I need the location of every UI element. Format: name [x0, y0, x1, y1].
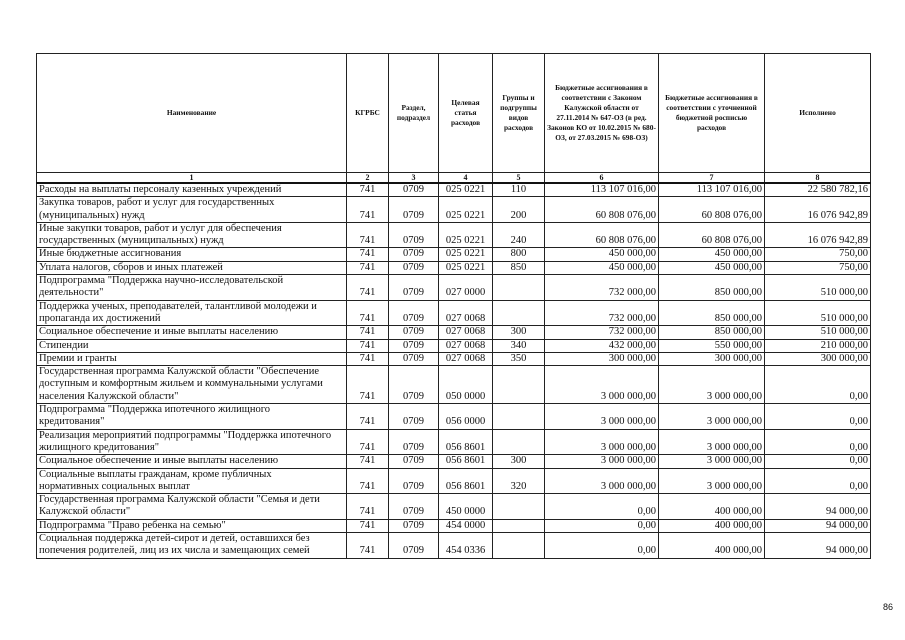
row-executed: 750,00	[765, 248, 871, 261]
table-row	[37, 183, 871, 197]
row-section: 0709	[389, 300, 439, 326]
column-number: 1	[37, 173, 347, 184]
row-executed: 94 000,00	[765, 519, 871, 532]
row-executed: 94 000,00	[765, 494, 871, 520]
row-article: 050 0000	[439, 366, 493, 404]
row-name: Социальное обеспечение и иные выплаты населению	[37, 455, 347, 468]
row-roster-allocation: 3 000 000,00	[659, 468, 765, 494]
row-executed: 510 000,00	[765, 326, 871, 339]
row-kgrbs: 741	[347, 300, 389, 326]
row-law-allocation: 450 000,00	[545, 248, 659, 261]
row-roster-allocation: 850 000,00	[659, 275, 765, 301]
column-number: 2	[347, 173, 389, 184]
row-article: 056 8601	[439, 455, 493, 468]
row-kgrbs: 741	[347, 339, 389, 352]
row-article: 025 0221	[439, 261, 493, 274]
row-kgrbs: 741	[347, 197, 389, 223]
row-roster-allocation: 400 000,00	[659, 494, 765, 520]
row-article: 025 0221	[439, 197, 493, 223]
row-roster-allocation: 850 000,00	[659, 300, 765, 326]
row-section: 0709	[389, 494, 439, 520]
column-number: 6	[545, 173, 659, 184]
row-executed: 510 000,00	[765, 300, 871, 326]
table-row	[37, 275, 871, 301]
row-section: 0709	[389, 197, 439, 223]
row-name: Государственная программа Калужской области "Семья и дети Калужской области"	[37, 494, 347, 520]
row-article: 027 0068	[439, 300, 493, 326]
row-article: 056 8601	[439, 468, 493, 494]
column-number: 8	[765, 173, 871, 184]
table-row	[37, 326, 871, 339]
row-roster-allocation: 3 000 000,00	[659, 404, 765, 430]
row-section: 0709	[389, 533, 439, 559]
row-executed: 300 000,00	[765, 352, 871, 365]
row-section: 0709	[389, 339, 439, 352]
row-name: Уплата налогов, сборов и иных платежей	[37, 261, 347, 274]
row-kgrbs: 741	[347, 366, 389, 404]
row-roster-allocation: 450 000,00	[659, 248, 765, 261]
row-article: 027 0068	[439, 352, 493, 365]
table-row	[37, 429, 871, 455]
table-row	[37, 248, 871, 261]
row-article: 454 0336	[439, 533, 493, 559]
row-section: 0709	[389, 519, 439, 532]
row-section: 0709	[389, 275, 439, 301]
row-executed: 0,00	[765, 468, 871, 494]
column-number-row	[37, 173, 871, 184]
row-kgrbs: 741	[347, 533, 389, 559]
row-law-allocation: 60 808 076,00	[545, 222, 659, 248]
row-expense-group: 240	[493, 222, 545, 248]
row-name: Подпрограмма "Поддержка научно-исследовательской деятельности"	[37, 275, 347, 301]
page-number: 86	[882, 602, 893, 612]
table-row	[37, 366, 871, 404]
table-row	[37, 468, 871, 494]
row-expense-group: 200	[493, 197, 545, 223]
row-roster-allocation: 400 000,00	[659, 519, 765, 532]
row-article: 454 0000	[439, 519, 493, 532]
row-expense-group: 350	[493, 352, 545, 365]
row-name: Социальные выплаты гражданам, кроме публичных нормативных социальных выплат	[37, 468, 347, 494]
table-row	[37, 261, 871, 274]
row-law-allocation: 3 000 000,00	[545, 429, 659, 455]
row-expense-group	[493, 519, 545, 532]
row-name: Государственная программа Калужской области "Обеспечение доступным и комфортным жильем и коммунальными услугами населения Калужской области"	[37, 366, 347, 404]
row-expense-group	[493, 404, 545, 430]
row-name: Реализация мероприятий подпрограммы "Поддержка ипотечного жилищного кредитования"	[37, 429, 347, 455]
row-law-allocation: 3 000 000,00	[545, 404, 659, 430]
row-kgrbs: 741	[347, 261, 389, 274]
row-name: Подпрограмма "Право ребенка на семью"	[37, 519, 347, 532]
row-kgrbs: 741	[347, 455, 389, 468]
row-law-allocation: 113 107 016,00	[545, 183, 659, 197]
header-executed: Исполнено	[765, 54, 871, 173]
row-name: Иные бюджетные ассигнования	[37, 248, 347, 261]
row-expense-group: 300	[493, 455, 545, 468]
row-law-allocation: 0,00	[545, 533, 659, 559]
row-expense-group: 340	[493, 339, 545, 352]
row-executed: 210 000,00	[765, 339, 871, 352]
table-row	[37, 533, 871, 559]
row-section: 0709	[389, 261, 439, 274]
row-article: 056 8601	[439, 429, 493, 455]
column-number: 3	[389, 173, 439, 184]
row-law-allocation: 450 000,00	[545, 261, 659, 274]
row-law-allocation: 432 000,00	[545, 339, 659, 352]
table-row	[37, 352, 871, 365]
row-law-allocation: 3 000 000,00	[545, 366, 659, 404]
row-executed: 510 000,00	[765, 275, 871, 301]
header-roster-allocations: Бюджетные ассигнования в соответствии с уточненной бюджетной росписью расходов	[659, 54, 765, 173]
row-law-allocation: 0,00	[545, 494, 659, 520]
row-roster-allocation: 3 000 000,00	[659, 455, 765, 468]
header-article: Целевая статья расходов	[439, 54, 493, 173]
row-section: 0709	[389, 352, 439, 365]
row-kgrbs: 741	[347, 183, 389, 197]
header-kgrbs: КГРБС	[347, 54, 389, 173]
table-row	[37, 300, 871, 326]
row-name: Стипендии	[37, 339, 347, 352]
row-executed: 0,00	[765, 429, 871, 455]
row-section: 0709	[389, 455, 439, 468]
row-law-allocation: 732 000,00	[545, 275, 659, 301]
row-section: 0709	[389, 183, 439, 197]
row-article: 025 0221	[439, 248, 493, 261]
row-executed: 0,00	[765, 455, 871, 468]
row-kgrbs: 741	[347, 519, 389, 532]
row-law-allocation: 0,00	[545, 519, 659, 532]
row-roster-allocation: 300 000,00	[659, 352, 765, 365]
row-kgrbs: 741	[347, 429, 389, 455]
row-article: 025 0221	[439, 183, 493, 197]
row-roster-allocation: 60 808 076,00	[659, 222, 765, 248]
header-law-allocations: Бюджетные ассигнования в соответствии с Законом Калужской области от 27.11.2014 № 647-ОЗ (в ред. Законов КО от 10.02.2015 № 680-ОЗ, от 27.03.2015 № 698-ОЗ)	[545, 54, 659, 173]
row-kgrbs: 741	[347, 222, 389, 248]
row-executed: 22 580 782,16	[765, 183, 871, 197]
row-name: Премии и гранты	[37, 352, 347, 365]
header-row	[37, 54, 871, 173]
row-name: Иные закупки товаров, работ и услуг для обеспечения государственных (муниципальных) нужд	[37, 222, 347, 248]
row-name: Социальное обеспечение и иные выплаты населению	[37, 326, 347, 339]
header-name: Наименование	[37, 54, 347, 173]
row-section: 0709	[389, 222, 439, 248]
header-section: Раздел, подраздел	[389, 54, 439, 173]
row-executed: 750,00	[765, 261, 871, 274]
row-name: Поддержка ученых, преподавателей, талантливой молодежи и пропаганда их достижений	[37, 300, 347, 326]
table-row	[37, 404, 871, 430]
row-law-allocation: 3 000 000,00	[545, 468, 659, 494]
budget-report-page	[36, 53, 870, 559]
row-article: 025 0221	[439, 222, 493, 248]
row-roster-allocation: 450 000,00	[659, 261, 765, 274]
row-name: Расходы на выплаты персоналу казенных учреждений	[37, 183, 347, 197]
row-executed: 94 000,00	[765, 533, 871, 559]
row-roster-allocation: 550 000,00	[659, 339, 765, 352]
row-law-allocation: 3 000 000,00	[545, 455, 659, 468]
row-roster-allocation: 850 000,00	[659, 326, 765, 339]
header-expense-group: Группы и подгруппы видов расходов	[493, 54, 545, 173]
row-kgrbs: 741	[347, 352, 389, 365]
row-article: 056 0000	[439, 404, 493, 430]
row-section: 0709	[389, 404, 439, 430]
column-number: 4	[439, 173, 493, 184]
row-kgrbs: 741	[347, 494, 389, 520]
column-number: 7	[659, 173, 765, 184]
row-executed: 16 076 942,89	[765, 197, 871, 223]
table-row	[37, 222, 871, 248]
row-roster-allocation: 3 000 000,00	[659, 429, 765, 455]
row-article: 027 0068	[439, 326, 493, 339]
row-law-allocation: 60 808 076,00	[545, 197, 659, 223]
row-expense-group	[493, 275, 545, 301]
row-law-allocation: 300 000,00	[545, 352, 659, 365]
row-roster-allocation: 60 808 076,00	[659, 197, 765, 223]
row-roster-allocation: 400 000,00	[659, 533, 765, 559]
row-expense-group: 800	[493, 248, 545, 261]
row-roster-allocation: 113 107 016,00	[659, 183, 765, 197]
budget-table	[36, 53, 871, 559]
row-expense-group	[493, 300, 545, 326]
row-expense-group	[493, 366, 545, 404]
table-row	[37, 455, 871, 468]
row-expense-group: 300	[493, 326, 545, 339]
row-expense-group	[493, 533, 545, 559]
row-expense-group	[493, 429, 545, 455]
row-law-allocation: 732 000,00	[545, 300, 659, 326]
row-kgrbs: 741	[347, 275, 389, 301]
table-row	[37, 519, 871, 532]
row-kgrbs: 741	[347, 248, 389, 261]
row-expense-group: 110	[493, 183, 545, 197]
column-number: 5	[493, 173, 545, 184]
row-article: 027 0068	[439, 339, 493, 352]
row-expense-group	[493, 494, 545, 520]
row-executed: 0,00	[765, 404, 871, 430]
row-roster-allocation: 3 000 000,00	[659, 366, 765, 404]
row-executed: 0,00	[765, 366, 871, 404]
row-kgrbs: 741	[347, 404, 389, 430]
table-row	[37, 339, 871, 352]
table-row	[37, 197, 871, 223]
row-name: Социальная поддержка детей-сирот и детей, оставшихся без попечения родителей, лиц из их числа и замещающих семей	[37, 533, 347, 559]
row-expense-group: 850	[493, 261, 545, 274]
row-section: 0709	[389, 326, 439, 339]
row-section: 0709	[389, 468, 439, 494]
row-article: 450 0000	[439, 494, 493, 520]
row-section: 0709	[389, 248, 439, 261]
row-kgrbs: 741	[347, 468, 389, 494]
row-law-allocation: 732 000,00	[545, 326, 659, 339]
row-executed: 16 076 942,89	[765, 222, 871, 248]
row-expense-group: 320	[493, 468, 545, 494]
table-row	[37, 494, 871, 520]
row-kgrbs: 741	[347, 326, 389, 339]
row-article: 027 0000	[439, 275, 493, 301]
row-section: 0709	[389, 429, 439, 455]
row-name: Подпрограмма "Поддержка ипотечного жилищного кредитования"	[37, 404, 347, 430]
row-name: Закупка товаров, работ и услуг для государственных (муниципальных) нужд	[37, 197, 347, 223]
row-section: 0709	[389, 366, 439, 404]
